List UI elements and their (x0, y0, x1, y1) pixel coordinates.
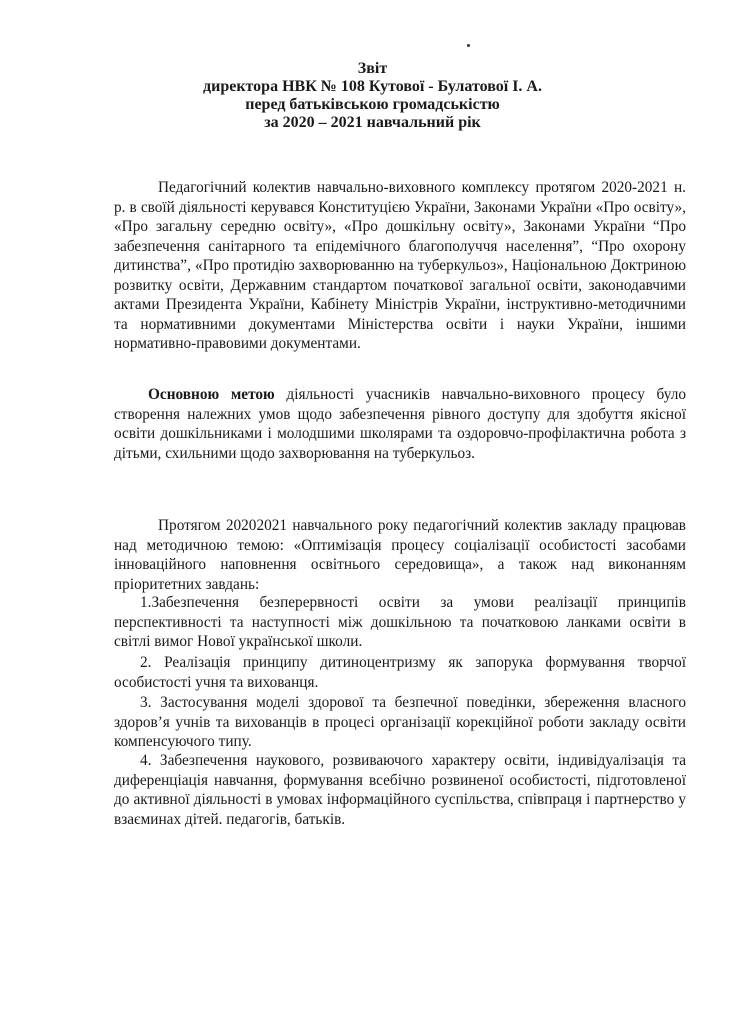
priority-item-3: 3. Застосування моделі здорової та безпечної поведінки, збереження власного здоров’я учнів та вихованців в процесі організації корекційної роботи закладу освіти компенсуючого типу. (114, 694, 686, 750)
main-goal-text: діяльності учасників навчально-виховного процесу було створення належних умов щодо забезпечення рівного доступу для здобуття якісної освіти дошкільниками і молодшими школярами та оздоровчо-профілактична робота з дітьми, схильними щодо захворювання на туберкульоз. (114, 386, 686, 462)
priority-item-2: 2. Реалізація принципу дитиноцентризму як запорука формування творчої особистості учня та вихованця. (114, 654, 686, 691)
priority-item-1: 1.Забезпечення безперервності освіти за умови реалізації принципів перспективності та наступності між дошкільною та початковою ланками освіти в світлі вимог Нової української школи. (114, 594, 686, 650)
paragraph-methodical-theme: Протягом 20202021 навчального року педагогічний колектив закладу працював над методичною темою: «Оптимізація процесу соціалізації особистості засобами інноваційного наповнення освітнього середовища», а також над виконанням пріоритетних завдань: (114, 517, 686, 593)
document-header (0, 60, 745, 132)
priority-item-4: 4. Забезпечення наукового, розвиваючого характеру освіти, індивідуалізація та диференціація навчання, формування всебічно розвиненої особистості, підготовленої до активної діяльності в умовах інформаційного суспільства, співпраця і партнерство у взаєминах дітей. педагогів, батьків. (114, 752, 686, 828)
report-title: Звіт (357, 60, 388, 77)
paragraph-legal-basis: Педагогічний колектив навчально-виховного комплексу протягом 2020-2021 н. р. в своїй діяльності керувався Конституцією України, Законами України «Про освіту», «Про загальну середню освіту», «Про дошкільну освіту», Законами України “Про забезпечення санітарного та епідемічного благополуччя населення”, “Про охорону дитинства”, «Про протидію захворюванню на туберкульоз», Національною Доктриною розвитку освіти, Державним стандартом початкової загальної освіти, законодавчими актами Президента України, Кабінету Міністрів України, інструктивно-методичними та нормативними документами Міністерства освіти і науки України, іншими нормативно-правовими документами. (114, 179, 686, 352)
report-audience: перед батьківською громадськістю (245, 96, 500, 113)
scan-speck (467, 44, 470, 47)
main-goal-emphasis: Основною метою (148, 386, 275, 403)
report-period: за 2020 – 2021 навчальний рік (264, 114, 481, 131)
report-author: директора НВК № 108 Кутової - Булатової І. А. (203, 78, 542, 95)
paragraph-main-goal (114, 385, 686, 463)
